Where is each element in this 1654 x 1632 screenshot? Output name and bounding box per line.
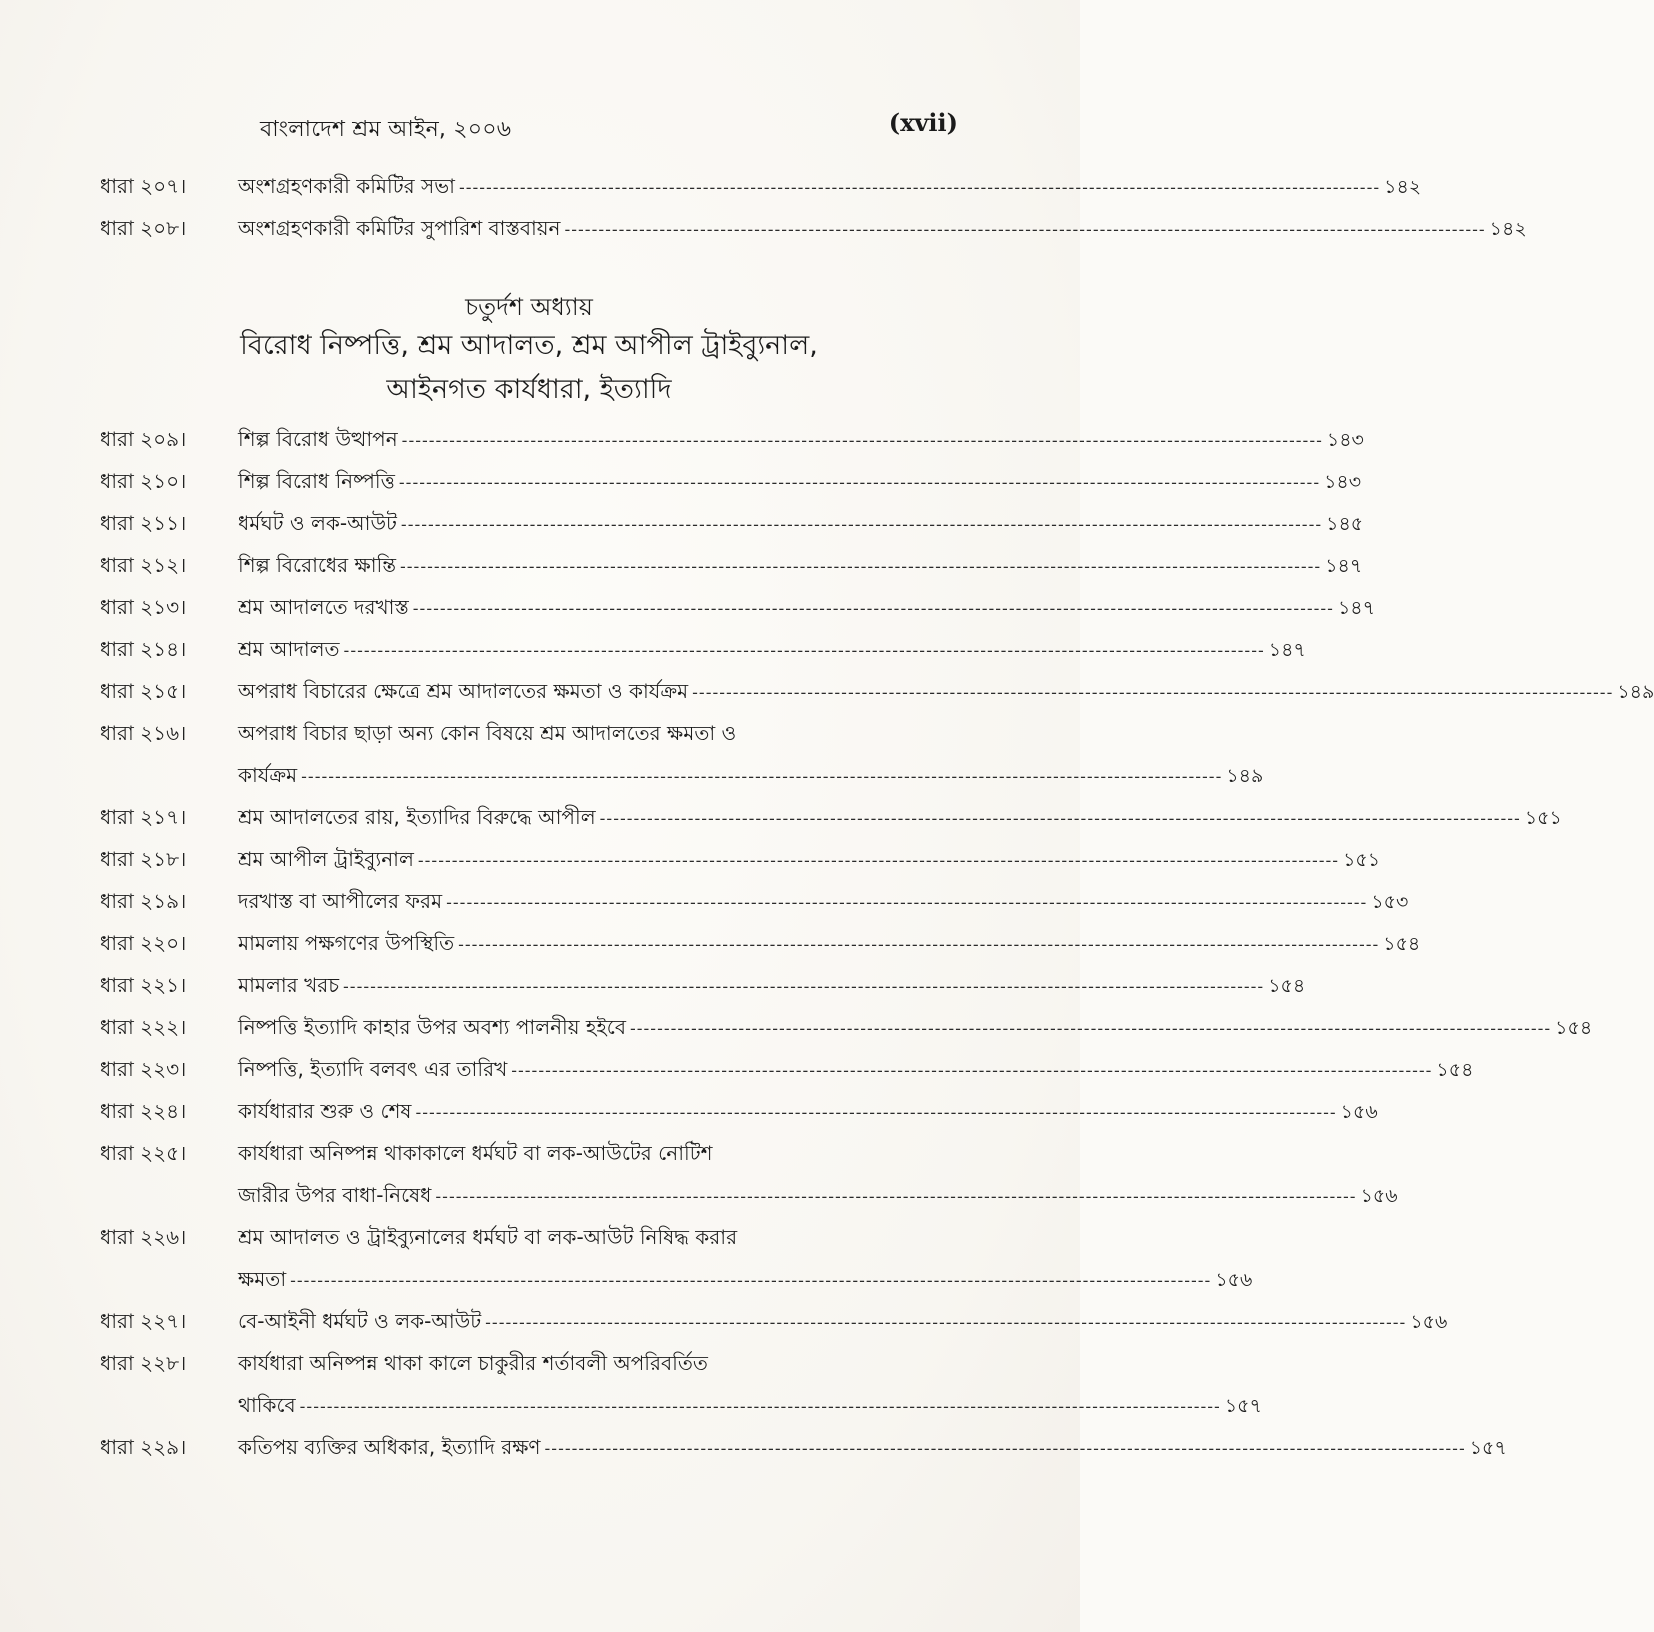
section-title-continued: ক্ষমতা: [238, 1267, 287, 1291]
section-title: শিল্প বিরোধের ক্ষান্তি: [238, 553, 396, 577]
section-number: ধারা ২১৪।: [100, 637, 187, 661]
page-ref: ১৪৩: [1326, 429, 1364, 451]
toc-entry: [100, 670, 1654, 712]
page-ref: ১৪২: [1384, 176, 1422, 198]
running-head: [100, 108, 958, 152]
dot-leader: [402, 420, 1323, 462]
page-ref: ১৫১: [1343, 849, 1381, 871]
section-number: ধারা ২০৯।: [100, 427, 187, 451]
toc-entry: [100, 460, 1362, 502]
toc-entry: [100, 418, 1364, 460]
section-number: ধারা ২২৫।: [100, 1141, 187, 1165]
dot-leader: [600, 798, 1521, 840]
section-title: ধর্মঘট ও লক-আউট: [238, 511, 397, 535]
section-number: ধারা ২১৫।: [100, 679, 187, 703]
section-number: ধারা ২০৮।: [100, 216, 187, 240]
running-title: বাংলাদেশ শ্রম আইন, ২০০৬: [260, 117, 512, 142]
section-number: ধারা ২১০।: [100, 469, 187, 493]
section-number: ধারা ২১২।: [100, 553, 187, 577]
page-ref: ১৪৫: [1326, 513, 1364, 535]
toc-entry: [100, 1090, 1378, 1132]
section-title: শিল্প বিরোধ নিষ্পত্তি: [238, 469, 395, 493]
section-title: নিষ্পত্তি, ইত্যাদি বলবৎ এর তারিখ: [238, 1057, 508, 1081]
section-number: ধারা ২২৪।: [100, 1099, 187, 1123]
section-title: শ্রম আদালত: [238, 637, 340, 661]
section-number: ধারা ২১৯।: [100, 889, 187, 913]
section-title-continued: জারীর উপর বাধা-নিষেধ: [238, 1183, 432, 1207]
toc-entry: [100, 1006, 1593, 1048]
toc-entry: [100, 838, 1381, 880]
section-title: শিল্প বিরোধ উত্থাপন: [238, 427, 398, 451]
section-title: অংশগ্রহণকারী কমিটির সুপারিশ বাস্তবায়ন: [238, 216, 561, 240]
dot-leader: [458, 924, 1379, 966]
page-ref: ১৪৭: [1337, 597, 1375, 619]
toc-entry: [100, 1132, 1398, 1216]
page-ref: ১৫৪: [1555, 1017, 1593, 1039]
page-ref: ১৫৬: [1410, 1311, 1448, 1333]
section-title: দরখাস্ত বা আপীলের ফরম: [238, 889, 443, 913]
toc-entry: [100, 586, 1375, 628]
page-ref: ১৪৩: [1324, 471, 1362, 493]
dot-leader: [290, 1260, 1211, 1302]
page-ref: ১৫৭: [1224, 1395, 1262, 1417]
toc-entry: [100, 1048, 1474, 1090]
page-number: (xvii): [888, 108, 958, 137]
page-ref: ১৫৪: [1436, 1059, 1474, 1081]
section-number: ধারা ২২৮।: [100, 1351, 187, 1375]
page-ref: ১৫৪: [1268, 975, 1306, 997]
dot-leader: [630, 1008, 1551, 1050]
dot-leader: [511, 1050, 1432, 1092]
dot-leader: [459, 167, 1380, 209]
section-number: ধারা ২১৮।: [100, 847, 187, 871]
section-title: শ্রম আদালতের রায়, ইত্যাদির বিরুদ্ধে আপীল: [238, 805, 596, 829]
toc-entry: [100, 1426, 1507, 1468]
section-number: ধারা ২২৯।: [100, 1435, 187, 1459]
toc-entry: [100, 880, 1409, 922]
toc-entry: [100, 165, 1422, 207]
section-title: অপরাধ বিচার ছাড়া অন্য কোন বিষয়ে শ্রম আদালতের ক্ষমতা ও: [238, 721, 737, 745]
dot-leader: [545, 1428, 1466, 1470]
section-title: অংশগ্রহণকারী কমিটির সভা: [238, 174, 455, 198]
section-title: শ্রম আপীল ট্রাইব্যুনাল: [238, 847, 414, 871]
section-number: ধারা ২২০।: [100, 931, 187, 955]
page-ref: ১৪৭: [1325, 555, 1363, 577]
toc-entry: [100, 712, 1264, 796]
page-ref: ১৫১: [1524, 807, 1562, 829]
section-number: ধারা ২০৭।: [100, 174, 187, 198]
section-title: মামলার খরচ: [238, 973, 340, 997]
dot-leader: [344, 630, 1265, 672]
page-ref: ১৪৭: [1268, 639, 1306, 661]
page-ref: ১৫৬: [1215, 1269, 1253, 1291]
dot-leader: [343, 966, 1264, 1008]
section-title: বে-আইনী ধর্মঘট ও লক-আউট: [238, 1309, 482, 1333]
section-title: মামলায় পক্ষগণের উপস্থিতি: [238, 931, 455, 955]
dot-leader: [692, 672, 1613, 714]
section-number: ধারা ২২৬।: [100, 1225, 187, 1249]
section-number: ধারা ২১১।: [100, 511, 187, 535]
dot-leader: [401, 504, 1322, 546]
dot-leader: [485, 1302, 1406, 1344]
section-title: শ্রম আদালতে দরখাস্ত: [238, 595, 409, 619]
section-title: কার্যধারার শুরু ও শেষ: [238, 1099, 412, 1123]
dot-leader: [413, 588, 1334, 630]
toc-entry: [100, 796, 1562, 838]
section-number: ধারা ২২১।: [100, 973, 187, 997]
toc-entry: [100, 922, 1421, 964]
dot-leader: [399, 462, 1320, 504]
page-ref: ১৫৪: [1383, 933, 1421, 955]
toc-entry: [100, 628, 1306, 670]
section-number: ধারা ২১৭।: [100, 805, 187, 829]
dot-leader: [301, 756, 1222, 798]
dot-leader: [435, 1176, 1356, 1218]
toc-pre-chapter: [100, 165, 1527, 249]
section-number: ধারা ২১৩।: [100, 595, 187, 619]
section-number: ধারা ২২২।: [100, 1015, 187, 1039]
section-title: নিষ্পত্তি ইত্যাদি কাহার উপর অবশ্য পালনীয় হইবে: [238, 1015, 626, 1039]
page-ref: ১৪২: [1489, 218, 1527, 240]
section-number: ধারা ২১৬।: [100, 721, 187, 745]
dot-leader: [418, 840, 1339, 882]
dot-leader: [400, 546, 1321, 588]
toc-entry: [100, 1216, 1253, 1300]
section-title: অপরাধ বিচারের ক্ষেত্রে শ্রম আদালতের ক্ষমতা ও কার্যক্রম: [238, 679, 689, 703]
chapter-heading: [100, 290, 958, 412]
section-title-continued: কার্যক্রম: [238, 763, 298, 787]
chapter-number: চতুর্দশ অধ্যায়: [465, 293, 593, 321]
toc-chapter-entries: [100, 418, 1654, 1468]
page-ref: ১৫৭: [1469, 1437, 1507, 1459]
toc-entry: [100, 964, 1306, 1006]
section-number: ধারা ২২৩।: [100, 1057, 187, 1081]
toc-entry: [100, 502, 1364, 544]
dot-leader: [564, 209, 1485, 251]
dot-leader: [415, 1092, 1336, 1134]
toc-entry: [100, 1300, 1448, 1342]
section-title: কতিপয় ব্যক্তির অধিকার, ইত্যাদি রক্ষণ: [238, 1435, 541, 1459]
dot-leader: [300, 1386, 1221, 1428]
section-title: শ্রম আদালত ও ট্রাইব্যুনালের ধর্মঘট বা লক-আউট নিষিদ্ধ করার: [238, 1225, 738, 1249]
section-number: ধারা ২২৭।: [100, 1309, 187, 1333]
page-ref: ১৫৩: [1371, 891, 1409, 913]
chapter-title-line-2: আইনগত কার্যধারা, ইত্যাদি: [386, 374, 672, 405]
section-title: কার্যধারা অনিষ্পন্ন থাকাকালে ধর্মঘট বা লক-আউটের নোটিশ: [238, 1141, 713, 1165]
page-ref: ১৪৯: [1617, 681, 1654, 703]
toc-entry: [100, 1342, 1262, 1426]
toc-entry: [100, 207, 1527, 249]
chapter-title-line-1: বিরোধ নিষ্পত্তি, শ্রম আদালত, শ্রম আপীল ট্রাইব্যুনাল,: [240, 330, 818, 361]
toc-entry: [100, 544, 1363, 586]
section-title-continued: থাকিবে: [238, 1393, 296, 1417]
dot-leader: [446, 882, 1367, 924]
page-ref: ১৫৬: [1340, 1101, 1378, 1123]
section-title: কার্যধারা অনিষ্পন্ন থাকা কালে চাকুরীর শর্তাবলী অপরিবর্তিত: [238, 1351, 708, 1375]
page-ref: ১৫৬: [1360, 1185, 1398, 1207]
page-ref: ১৪৯: [1226, 765, 1264, 787]
